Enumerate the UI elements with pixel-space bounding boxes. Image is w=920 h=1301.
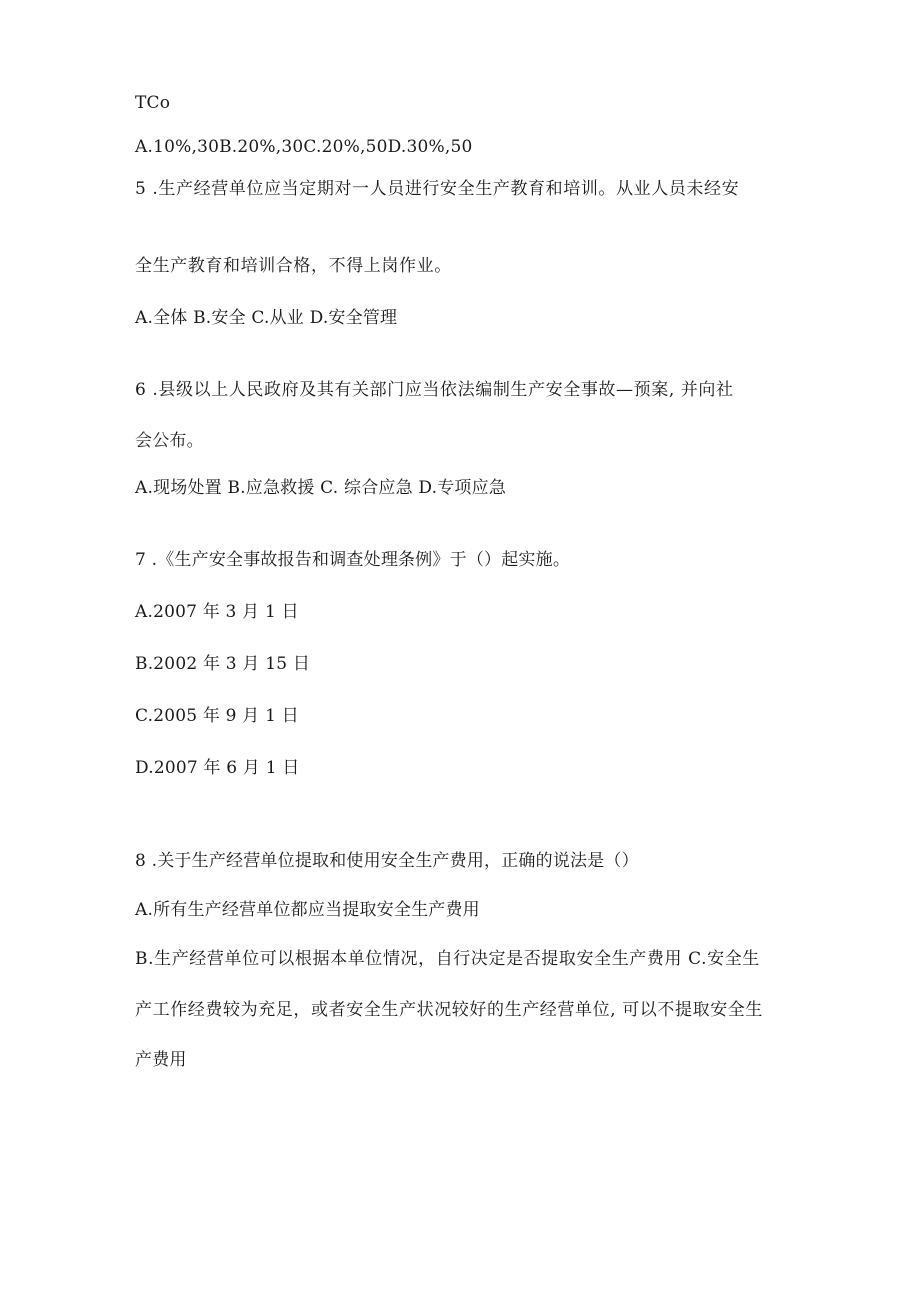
- question-7-option-c: C.2005 年 9 月 1 日: [135, 706, 299, 726]
- question-6-options: A.现场处置 B.应急救援 C. 综合应急 D.专项应急: [135, 478, 507, 498]
- text-line: TCo: [135, 93, 171, 113]
- question-8-option-b-line-2: 产工作经费较为充足，或者安全生产状况较好的生产经营单位, 可以不提取安全生: [135, 1000, 764, 1020]
- question-8-option-a: A.所有生产经营单位都应当提取安全生产费用: [135, 900, 480, 920]
- question-5-options: A.全体 B.安全 C.从业 D.安全管理: [135, 308, 398, 328]
- text-line: A.10%,30B.20%,30C.20%,50D.30%,50: [135, 137, 473, 157]
- question-8: 8 .关于生产经营单位提取和使用安全生产费用，正确的说法是（）: [135, 851, 639, 871]
- question-8-option-b-line-3: 产费用: [135, 1050, 187, 1070]
- question-7-option-d: D.2007 年 6 月 1 日: [135, 758, 300, 778]
- question-6-line-1: 6 .县级以上人民政府及其有关部门应当依法编制生产安全事故—预案, 并向社: [135, 380, 734, 400]
- question-5-line-1: 5 .生产经营单位应当定期对一人员进行安全生产教育和培训。从业人员未经安: [135, 179, 740, 199]
- question-6-line-2: 会公布。: [135, 431, 204, 451]
- question-7: 7 .《生产安全事故报告和调查处理条例》于（）起实施。: [135, 550, 571, 570]
- question-8-option-b-line-1: B.生产经营单位可以根据本单位情况，自行决定是否提取安全生产费用 C.安全生: [135, 949, 760, 969]
- question-7-option-b: B.2002 年 3 月 15 日: [135, 654, 311, 674]
- question-5-line-2: 全生产教育和培训合格，不得上岗作业。: [135, 256, 452, 276]
- question-7-option-a: A.2007 年 3 月 1 日: [135, 602, 299, 622]
